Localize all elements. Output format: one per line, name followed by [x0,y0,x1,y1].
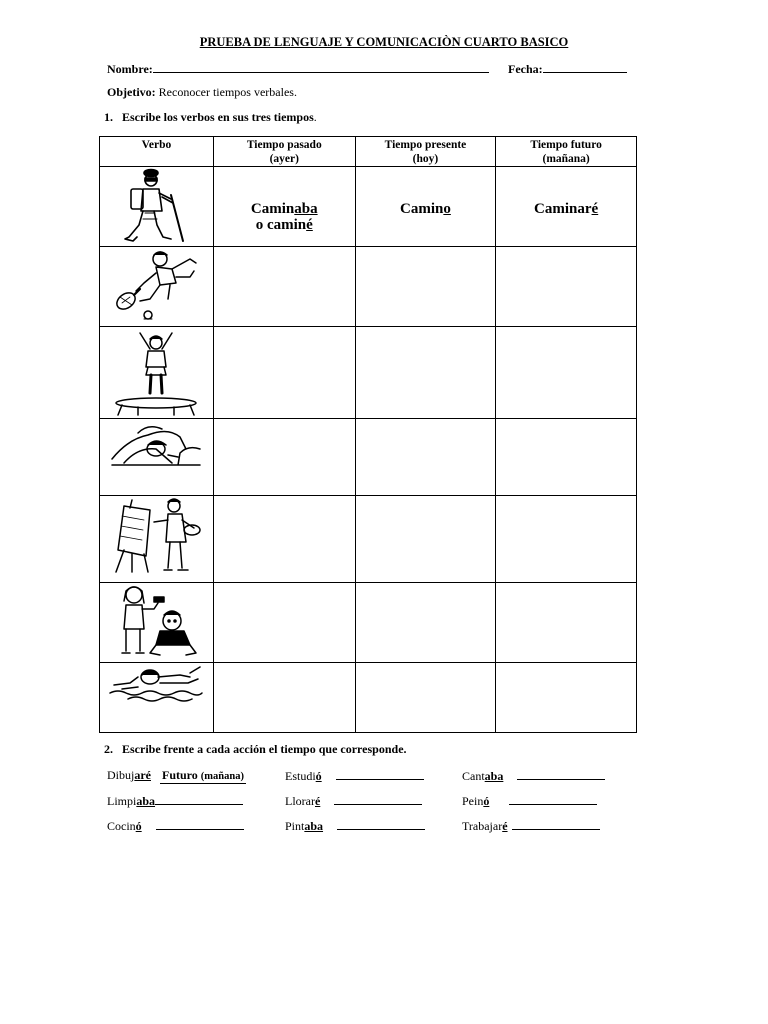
past-answer-cell[interactable] [213,496,355,583]
verb-table [99,136,637,733]
item-answer-note: (mañana) [200,771,244,782]
table-row [100,419,637,496]
item-stem: Limpi [107,794,137,808]
verb-image-cell [100,419,214,496]
table-row [100,496,637,583]
table-row [100,663,637,733]
nombre-label: Nombre: [107,62,153,76]
item-ending: aba [304,819,324,833]
table-row [100,247,637,327]
fecha-field [508,60,627,77]
question-2 [104,742,407,757]
past-answer-cell[interactable] [213,419,355,496]
item-ending: é [502,819,508,833]
swimmer-icon [108,663,204,703]
verb-image-cell [100,247,214,327]
exercise-item [285,768,424,784]
exercise-item [107,793,243,809]
answer-line[interactable] [512,818,600,830]
page-title: PRUEBA DE LENGUAJE Y COMUNICACIÒN CUARTO BASICO [199,35,569,49]
future-answer-cell[interactable] [496,496,637,583]
table-row [100,167,637,247]
hair-combing-icon [110,583,202,659]
present-answer-cell[interactable] [355,496,496,583]
answer-line[interactable] [334,793,422,805]
answer-line[interactable] [156,818,244,830]
nombre-field [107,60,489,77]
future-answer-cell[interactable] [496,583,637,663]
present-answer-cell[interactable] [355,327,496,419]
header-futuro: Tiempo futuro (mañana) [496,137,637,167]
sleeping-person-icon [108,419,204,469]
item-stem: Trabajar [462,819,503,833]
present-answer-cell[interactable] [355,247,496,327]
item-ending: aba [136,794,156,808]
exercise-item [107,768,246,784]
verb-image-cell [100,663,214,733]
present-answer-cell[interactable] [355,663,496,733]
verb-image-cell [100,327,214,419]
fecha-line[interactable] [543,60,627,73]
present-answer-cell[interactable] [355,419,496,496]
example-past: Caminaba o caminé [250,201,318,233]
future-answer-cell[interactable] [496,247,637,327]
trampoline-jumper-icon [110,327,202,417]
exercise-item [462,793,597,809]
future-answer-cell[interactable] [496,663,637,733]
verb-image-cell [100,583,214,663]
example-future-cell [496,167,637,247]
answer-line[interactable] [336,768,424,780]
question-1-period: . [313,110,317,124]
question-1-number: 1. [104,110,113,124]
hiker-icon [121,167,191,245]
example-future: Caminaré [534,201,599,217]
table-row [100,583,637,663]
exercise-item [462,768,605,784]
answer-line[interactable] [509,793,597,805]
item-ending: ó [483,794,490,808]
past-answer-cell[interactable] [213,663,355,733]
tennis-player-icon [110,247,202,321]
table-row [100,327,637,419]
table-header-row [100,137,637,167]
future-answer-cell[interactable] [496,327,637,419]
verb-image-cell [100,496,214,583]
item-ending: ó [315,769,322,783]
present-answer-cell[interactable] [355,583,496,663]
answer-line[interactable] [155,793,243,805]
item-stem: Dibuj [107,768,135,782]
item-stem: Llorar [285,794,315,808]
past-answer-cell[interactable] [213,583,355,663]
past-answer-cell[interactable] [213,327,355,419]
header-pasado: Tiempo pasado (ayer) [213,137,355,167]
question-2-number: 2. [104,742,113,756]
item-stem: Pein [462,794,484,808]
nombre-line[interactable] [153,60,489,73]
answer-line[interactable] [160,768,246,784]
item-stem: Estudi [285,769,316,783]
item-ending: aba [484,769,504,783]
exercise-item [285,793,422,809]
exercise-item [107,818,244,834]
item-stem: Cocin [107,819,136,833]
past-answer-cell[interactable] [213,247,355,327]
item-ending: é [314,794,321,808]
answer-line[interactable] [517,768,605,780]
future-answer-cell[interactable] [496,419,637,496]
objetivo-label: Objetivo: [107,85,156,99]
example-present: Camino [400,201,451,217]
exercise-item [462,818,600,834]
fecha-label: Fecha: [508,62,543,76]
header-verbo: Verbo [100,137,214,167]
objetivo [107,85,297,100]
painter-icon [110,496,202,574]
verb-image-cell [100,167,214,247]
header-presente: Tiempo presente (hoy) [355,137,496,167]
item-answer: Futuro [162,768,198,782]
question-1-text: Escribe los verbos en sus tres tiempos [122,110,314,124]
exercise-item [285,818,425,834]
item-ending: aré [134,768,151,782]
example-present-cell [355,167,496,247]
question-2-text: Escribe frente a cada acción el tiempo que corresponde. [122,742,407,756]
answer-line[interactable] [337,818,425,830]
example-past-cell [213,167,355,247]
item-stem: Cant [462,769,485,783]
item-stem: Pint [285,819,305,833]
objetivo-text: Reconocer tiempos verbales. [155,85,297,99]
item-ending: ó [135,819,142,833]
question-1 [104,110,317,125]
